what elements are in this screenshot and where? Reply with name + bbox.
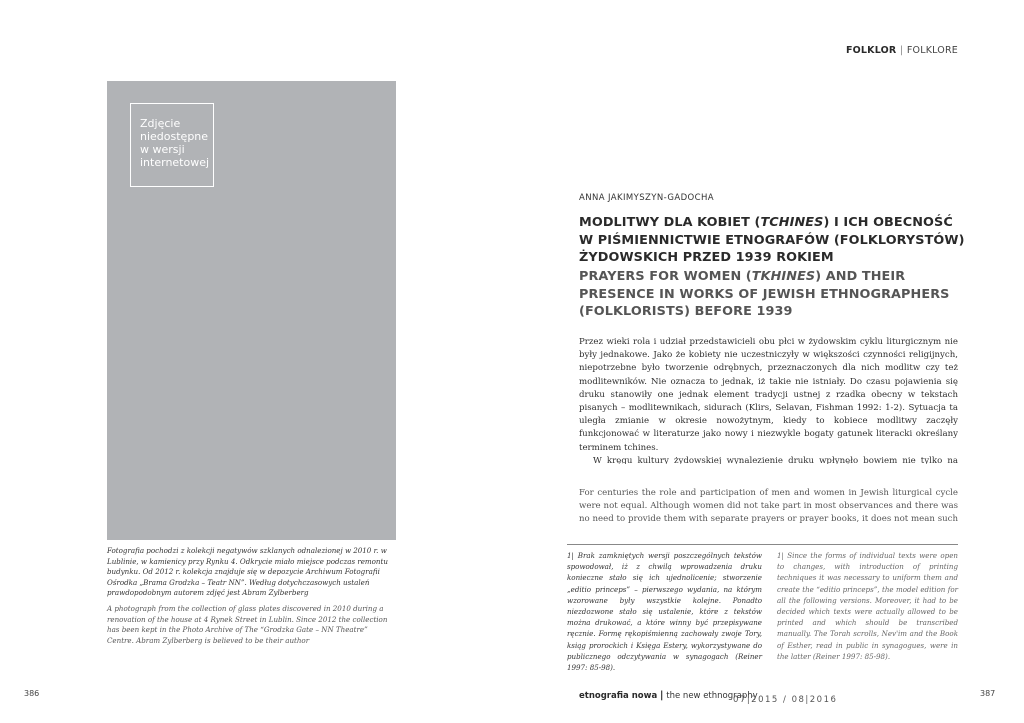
photo-caption-polish: Fotografia pochodzi z kolekcji negatywów szklanych odnalezionej w 2010 r. w Lublinie, w kamienicy przy Rynku 4. Odkrycie miało miejsce podczas remontu budynku. Od 2012 r. kolekcja znajduje się w depozycie Archiwum Fotografii Ośrodka „Brama Grodzka – Teatr NN”. Według dotychczasowych ustaleń prawdopodobnym autorem zdjęć jest Abram Zylberberg	[107, 546, 388, 597]
title-en-italic: TKHINES	[751, 269, 816, 284]
journal-separator: |	[659, 690, 664, 701]
footnote-polish: 1| Brak zamkniętych wersji poszczególnych tekstów spowodował, iż z chwilą wprowadzenia druku konieczne stało się ich ujednolicenie; stworzenie „editio princeps” – pierwszego wydania, na którym wzorowane były wszystkie kolejne. Ponadto niezdozwone stało się ustalenie, które z tekstów można drukować, a które winny być przepisywane ręcznie. Formę rękopiśmienną zachowały zwoje Tory, ksiąg prorockich i Księga Estery, wykorzystywane do publicznego odczytywania w synagogach (Reiner 1997: 85-98).	[567, 551, 762, 673]
body-paragraph-2: W kręgu kultury żydowskiej wynalezienie druku wpłynęło bowiem nie tylko na	[593, 455, 958, 464]
title-pl-part1: MODLITWY DLA KOBIET (	[579, 215, 761, 230]
page-number-left: 386	[24, 689, 40, 698]
section-label-english: FOLKLORE	[906, 45, 958, 56]
title-en-part2: ) AND THEIR PRESENCE IN WORKS OF JEWISH ETHNOGRAPHERS (FOLKLORISTS) BEFORE 1939	[579, 269, 950, 319]
body-paragraph-1: Przez wieki rola i udział przedstawicieli obu płci w żydowskim cyklu liturgicznym nie były jednakowe. Jako że kobiety nie uczestniczyły w większości czynności religijnych, niepotrzebne było tworzenie odrębnych, przeznaczonych dla nich modlitw czy też modlitewników. Nie oznacza to jednak, iż takie nie istniały. Do czasu pojawienia się druku stanowiły one jednak element tradycji ustnej z rzadka obecny w tekstach pisanych – modlitewnikach, sidurach (Klirs, Selavan, Fishman 1992: 1-2). Sytuacja ta uległa zmianie w okresie nowożytnym, kiedy to kobiece modlitwy zaczęły funkcjonować w literaturze jako nowy i niezwykle bogaty gatunek literacki określany terminem tchines.	[579, 337, 958, 453]
photo-unavailable-notice: Zdjęcie niedostępne w wersji internetowej	[130, 103, 214, 187]
journal-footer	[579, 690, 758, 701]
section-header	[846, 45, 958, 56]
body-paragraph-english: For centuries the role and participation of men and women in Jewish liturgical cycle were not equal. Although women did not take part in most observances and there was no need to provide them with separate prayers or prayer books, it does not mean such	[579, 488, 958, 525]
footnote-english: 1| Since the forms of individual texts were open to changes, with introduction of printing techniques it was necessary to uniform them and create the “editio princeps”, the model edition for all the following versions. Moreover, it had to be decided which texts were actually allowed to be printed and which should be transcribed manually. The Torah scrolls, Nev'im and the Book of Esther, read in public in synagogues, were in the latter (Reiner 1997: 85-98).	[777, 551, 958, 661]
body-text-english	[579, 487, 958, 527]
journal-name: etnografia nowa	[579, 691, 658, 701]
footnote-divider	[567, 544, 958, 545]
section-separator: |	[899, 45, 904, 56]
body-text-polish	[579, 336, 958, 464]
journal-name-english: the new ethnography	[666, 691, 758, 701]
section-label-polish: FOLKLOR	[845, 45, 897, 56]
title-pl-italic: TCHINES	[760, 215, 824, 230]
article-title-english	[579, 268, 969, 321]
journal-issue: 07|2015 / 08|2016	[733, 695, 838, 705]
title-pl-part2: ) I ICH OBECNOŚĆ W PIŚMIENNICTWIE ETNOGRAFÓW (FOLKLORYSTÓW) ŻYDOWSKICH PRZED 1939 ROKIEM	[579, 215, 965, 265]
title-en-part1: PRAYERS FOR WOMEN (	[579, 269, 752, 284]
article-title-polish	[579, 214, 969, 267]
photo-caption-english: A photograph from the collection of glass plates discovered in 2010 during a renovation of the house at 4 Rynek Street in Lublin. Since 2012 the collection has been kept in the Photo Archive of The “Grodzka Gate – NN Theatre” Centre. Abram Zylberberg is believed to be their author	[107, 604, 388, 645]
page-number-right: 387	[980, 689, 996, 698]
article-author: ANNA JAKIMYSZYN-GADOCHA	[579, 193, 714, 203]
